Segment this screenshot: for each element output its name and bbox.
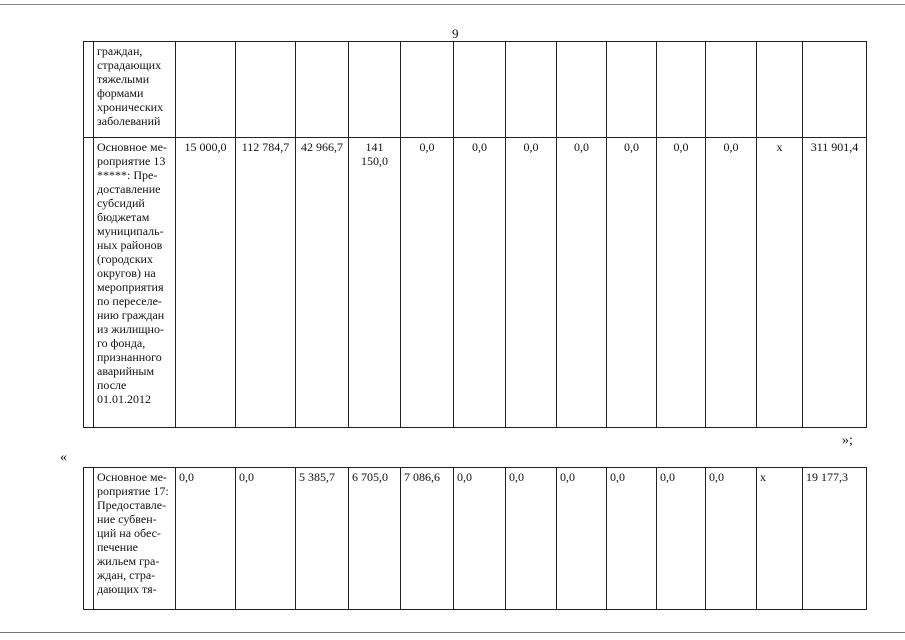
name-line: тяжелыми <box>97 72 150 86</box>
empty-cell <box>236 42 296 138</box>
row-name-cell <box>94 42 176 138</box>
empty-cell <box>349 42 401 138</box>
value-cell: 7 086,6 <box>401 468 454 610</box>
name-line: го фонда, <box>97 336 146 350</box>
empty-cell <box>757 42 803 138</box>
table-row <box>84 468 867 610</box>
name-line: заболеваний <box>97 114 161 128</box>
name-line: мероприятия <box>97 280 164 294</box>
value-cell: 0,0 <box>506 468 557 610</box>
value-cell: 0,0 <box>557 468 607 610</box>
name-line: роприятие 13 <box>97 154 166 168</box>
empty-cell <box>176 42 236 138</box>
empty-cell <box>84 138 94 428</box>
table-bottom <box>83 467 867 610</box>
empty-cell <box>657 42 706 138</box>
name-line: по переселе- <box>97 294 162 308</box>
value-cell: 0,0 <box>657 138 706 428</box>
name-line: из жилищно- <box>97 322 164 336</box>
table-row <box>84 42 867 138</box>
empty-cell <box>296 42 349 138</box>
name-line: ций на обес- <box>97 526 161 540</box>
value-cell: 0,0 <box>607 468 657 610</box>
value-cell: 5 385,7 <box>296 468 349 610</box>
name-line: после <box>97 378 127 392</box>
value-cell: 0,0 <box>706 138 757 428</box>
empty-cell <box>506 42 557 138</box>
value-cell: 15 000,0 <box>176 138 236 428</box>
table-row <box>84 138 867 428</box>
row-name-cell <box>94 138 176 428</box>
value-cell: х <box>757 468 803 610</box>
value-cell: 0,0 <box>454 138 506 428</box>
value-cell: 0,0 <box>401 138 454 428</box>
name-line: дающих тя- <box>97 582 157 596</box>
value-cell: 112 784,7 <box>236 138 296 428</box>
name-line: Предоставле- <box>97 498 167 512</box>
empty-cell <box>84 468 94 610</box>
value-cell: 0,0 <box>657 468 706 610</box>
empty-cell <box>706 42 757 138</box>
name-line: ных районов <box>97 238 163 252</box>
empty-cell <box>803 42 867 138</box>
bottom-scan-border <box>0 632 905 633</box>
top-scan-border <box>0 4 905 5</box>
value-cell: 0,0 <box>706 468 757 610</box>
name-line: Основное ме- <box>97 140 167 154</box>
value-cell: 42 966,7 <box>296 138 349 428</box>
table-top <box>83 41 867 428</box>
closing-quote: »; <box>842 433 853 448</box>
name-line: ждан, стра- <box>97 568 156 582</box>
page-number: 9 <box>452 26 459 41</box>
empty-cell <box>401 42 454 138</box>
name-line: бюджетам <box>97 210 150 224</box>
value-cell: 141 150,0 <box>349 138 401 428</box>
name-line: *****: Пре- <box>97 168 158 182</box>
name-line: признанного <box>97 350 162 364</box>
name-line: печение <box>97 540 138 554</box>
value-cell: 19 177,3 <box>803 468 867 610</box>
value-cell: 0,0 <box>236 468 296 610</box>
name-line: жильем гра- <box>97 554 160 568</box>
name-line: аварийным <box>97 364 155 378</box>
name-line: роприятие 17: <box>97 484 169 498</box>
value-cell: х <box>757 138 803 428</box>
empty-cell <box>84 42 94 138</box>
name-line: граждан, <box>97 44 143 58</box>
value-cell: 0,0 <box>454 468 506 610</box>
name-line: доставление <box>97 182 161 196</box>
name-line: формами <box>97 86 144 100</box>
opening-quote: « <box>60 450 67 465</box>
name-line: нию граждан <box>97 308 165 322</box>
name-line: муниципаль- <box>97 224 164 238</box>
name-line: ние субвен- <box>97 512 157 526</box>
name-line: страдающих <box>97 58 162 72</box>
value-cell: 0,0 <box>557 138 607 428</box>
empty-cell <box>557 42 607 138</box>
name-line: субсидий <box>97 196 145 210</box>
value-cell: 0,0 <box>506 138 557 428</box>
empty-cell <box>607 42 657 138</box>
name-line: Основное ме- <box>97 470 167 484</box>
value-cell: 0,0 <box>607 138 657 428</box>
name-line: 01.01.2012 <box>97 392 151 406</box>
row-name-cell <box>94 468 176 610</box>
name-line: хронических <box>97 100 164 114</box>
value-cell: 311 901,4 <box>803 138 867 428</box>
value-cell: 0,0 <box>176 468 236 610</box>
name-line: (городских <box>97 252 153 266</box>
value-cell: 6 705,0 <box>349 468 401 610</box>
empty-cell <box>454 42 506 138</box>
name-line: округов) на <box>97 266 156 280</box>
